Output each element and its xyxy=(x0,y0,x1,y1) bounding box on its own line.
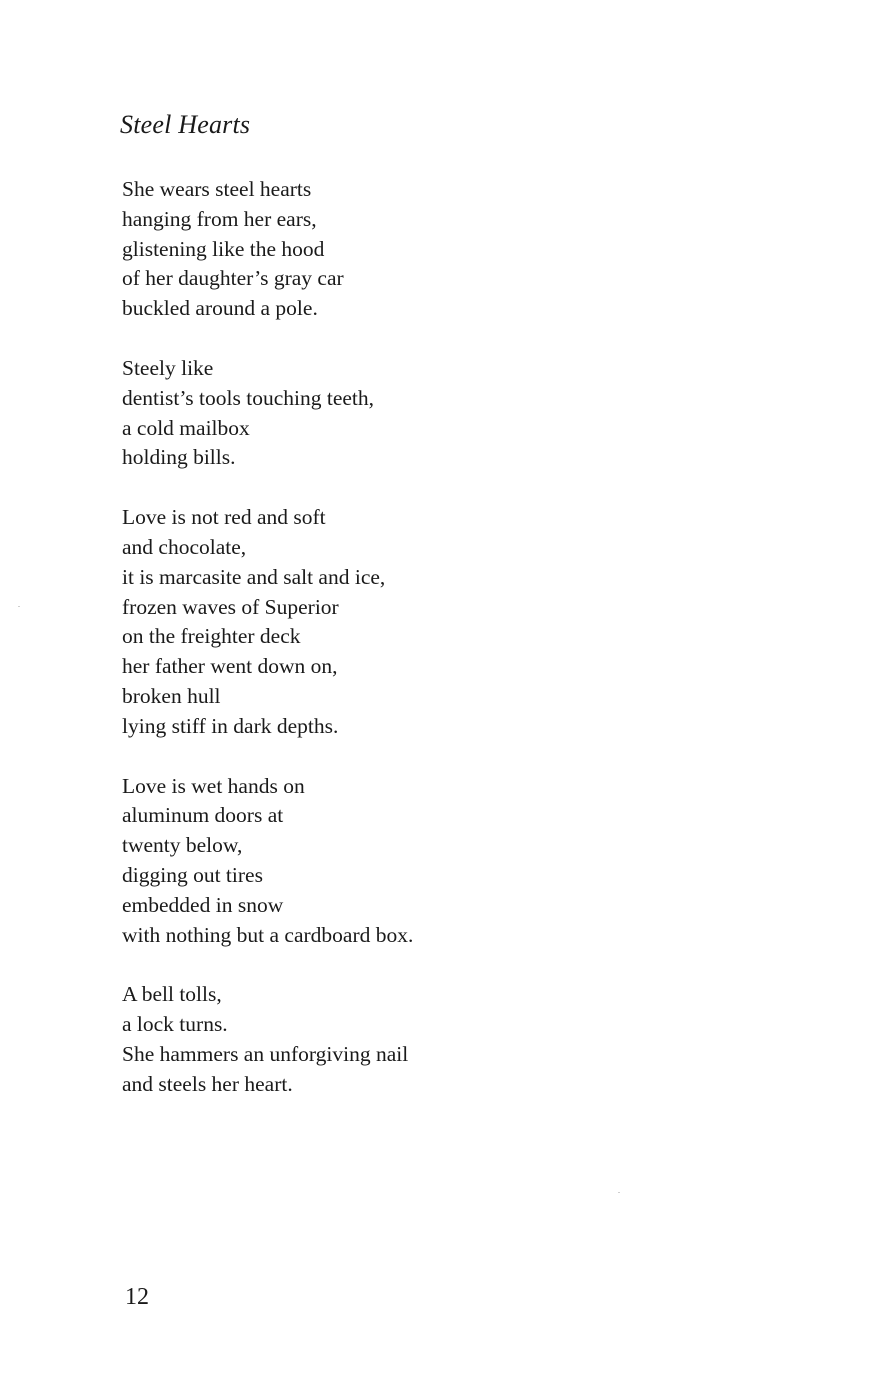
poem-line: on the freighter deck xyxy=(122,624,301,649)
stanza xyxy=(122,772,413,951)
poem-line: Love is not red and soft xyxy=(122,505,326,530)
scan-speck xyxy=(18,606,20,607)
poem-line: with nothing but a cardboard box. xyxy=(122,922,414,947)
poem-line: and steels her heart. xyxy=(122,1071,293,1096)
stanza xyxy=(122,503,413,741)
poem-line: aluminum doors at xyxy=(122,803,284,828)
poem-line: She wears steel hearts xyxy=(122,177,312,201)
poem-line: a cold mailbox xyxy=(122,415,250,440)
poem-line: dentist’s tools touching teeth, xyxy=(122,385,375,410)
poem-line: A bell tolls, xyxy=(122,982,222,1007)
poem-line: frozen waves of Superior xyxy=(122,594,339,619)
stanza xyxy=(122,354,413,473)
poem-line: a lock turns. xyxy=(122,1012,228,1037)
poem-body xyxy=(122,175,413,1130)
poem-line: it is marcasite and salt and ice, xyxy=(122,564,386,589)
scan-speck xyxy=(618,1192,620,1193)
poem-line: buckled around a pole. xyxy=(122,296,318,321)
poem-line: hanging from her ears, xyxy=(122,206,317,231)
poem-line: twenty below, xyxy=(122,833,243,858)
poem-line: embedded in snow xyxy=(122,892,284,917)
poem-line: Love is wet hands on xyxy=(122,773,305,798)
page-number: 12 xyxy=(125,1284,149,1310)
poem-line: lying stiff in dark depths. xyxy=(122,713,339,738)
poem-line: She hammers an unforgiving nail xyxy=(122,1041,409,1066)
poem-line: broken hull xyxy=(122,683,221,708)
stanza xyxy=(122,175,413,324)
poem-line: holding bills. xyxy=(122,445,236,470)
stanza xyxy=(122,980,413,1099)
poem-line: and chocolate, xyxy=(122,534,247,559)
poem-line: glistening like the hood xyxy=(122,236,325,261)
poem-line: her father went down on, xyxy=(122,654,338,679)
poem-title: Steel Hearts xyxy=(120,110,251,139)
poem-line: Steely like xyxy=(122,355,214,380)
poem-line: digging out tires xyxy=(122,862,263,887)
poem-line: of her daughter’s gray car xyxy=(122,266,344,291)
